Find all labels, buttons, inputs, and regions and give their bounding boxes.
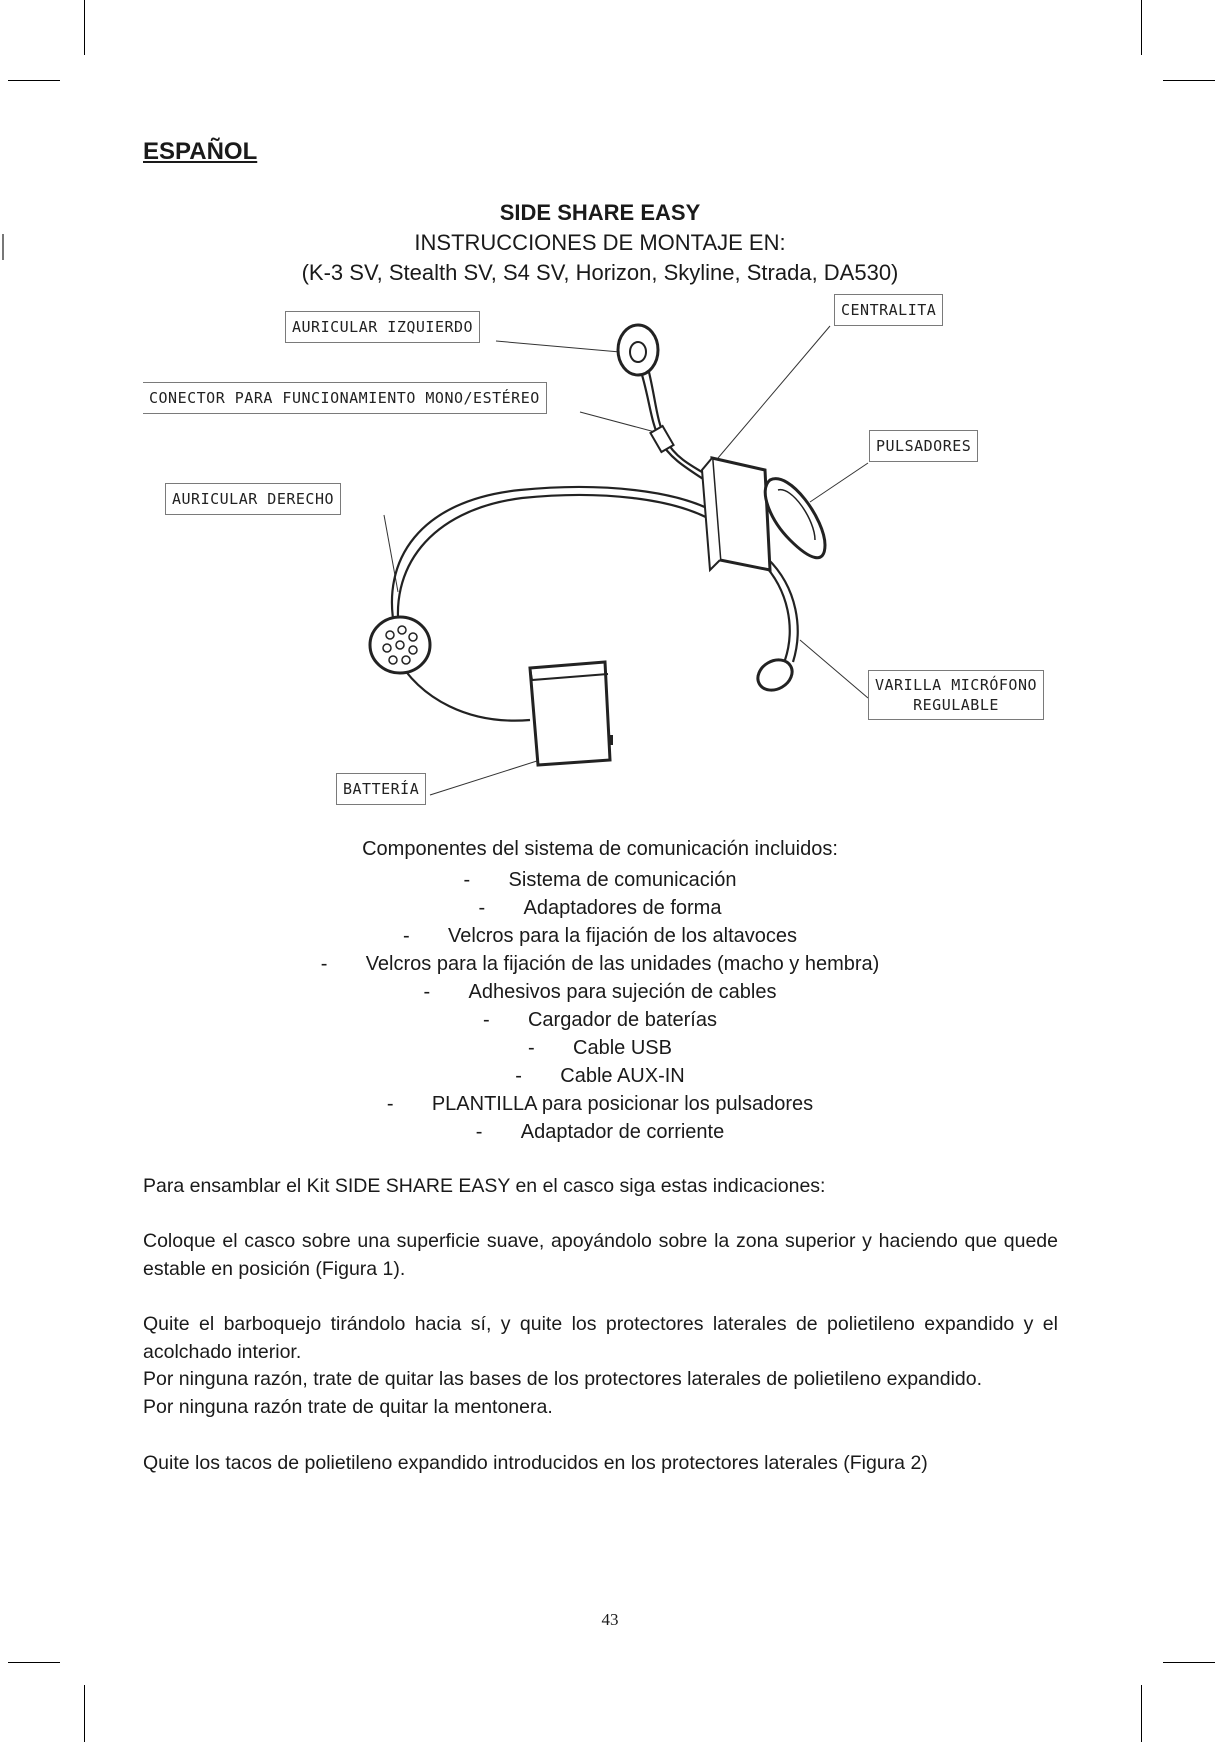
language-heading: ESPAÑOL	[143, 138, 258, 165]
crop-mark	[1163, 1662, 1215, 1663]
list-item: - Cable AUX-IN	[515, 1065, 685, 1087]
label-buttons: PULSADORES	[869, 430, 978, 462]
headset-illustration	[0, 290, 1220, 820]
label-left-earphone: AURICULAR IZQUIERDO	[285, 311, 480, 343]
list-item: - Cable USB	[528, 1037, 672, 1059]
crop-mark	[8, 1662, 60, 1663]
list-item: - Adaptadores de forma	[478, 897, 722, 919]
headset-diagram	[0, 290, 1220, 820]
crop-mark	[1141, 0, 1142, 55]
subtitle: INSTRUCCIONES DE MONTAJE EN:	[414, 230, 786, 255]
label-mic-line2: REGULABLE	[913, 696, 999, 714]
instruction-paragraph: Por ninguna razón, trate de quitar las bases de los protectores laterales de polietileno expandido.	[143, 1368, 983, 1390]
list-item: - Adaptador de corriente	[475, 1121, 725, 1143]
label-central-unit: CENTRALITA	[834, 294, 943, 326]
instruction-paragraph: Coloque el casco sobre una superficie suave, apoyándolo sobre la zona superior y haciendo que quede estable en posición (Figura 1).	[143, 1230, 1058, 1280]
components-list	[0, 866, 1200, 1146]
label-connector: CONECTOR PARA FUNCIONAMIENTO MONO/ESTÉREO	[143, 382, 547, 414]
page-number: 43	[601, 1610, 619, 1629]
list-item: - Cargador de baterías	[482, 1009, 717, 1031]
list-item: - Sistema de comunicación	[463, 869, 737, 891]
crop-mark	[1163, 80, 1215, 81]
list-item: - Velcros para la fijación de los altavoces	[402, 925, 798, 947]
crop-mark	[8, 80, 60, 81]
models-list: (K-3 SV, Stealth SV, S4 SV, Horizon, Skyline, Strada, DA530)	[301, 260, 899, 285]
crop-mark	[84, 1685, 85, 1742]
crop-mark	[1141, 1685, 1142, 1742]
list-item: - PLANTILLA para posicionar los pulsadores	[386, 1093, 814, 1115]
list-item: - Velcros para la fijación de las unidades (macho y hembra)	[320, 953, 880, 975]
label-mic-boom	[868, 670, 1044, 720]
label-mic-line1: VARILLA MICRÓFONO	[875, 676, 1038, 694]
instruction-paragraph: Por ninguna razón trate de quitar la mentonera.	[143, 1396, 553, 1418]
crop-mark	[84, 0, 85, 55]
components-heading: Componentes del sistema de comunicación incluidos:	[362, 838, 838, 860]
list-item: - Adhesivos para sujeción de cables	[423, 981, 777, 1003]
instruction-paragraph: Quite el barboquejo tirándolo hacia sí, y quite los protectores laterales de polietileno expandido y el acolchado interior.	[143, 1313, 1058, 1363]
label-right-earphone: AURICULAR DERECHO	[165, 483, 341, 515]
product-title: SIDE SHARE EASY	[499, 200, 701, 225]
instruction-paragraph: Quite los tacos de polietileno expandido introducidos en los protectores laterales (Figura 2)	[143, 1452, 928, 1474]
instructions-intro: Para ensamblar el Kit SIDE SHARE EASY en el casco siga estas indicaciones:	[143, 1175, 826, 1197]
label-battery: BATTERÍA	[336, 773, 426, 805]
